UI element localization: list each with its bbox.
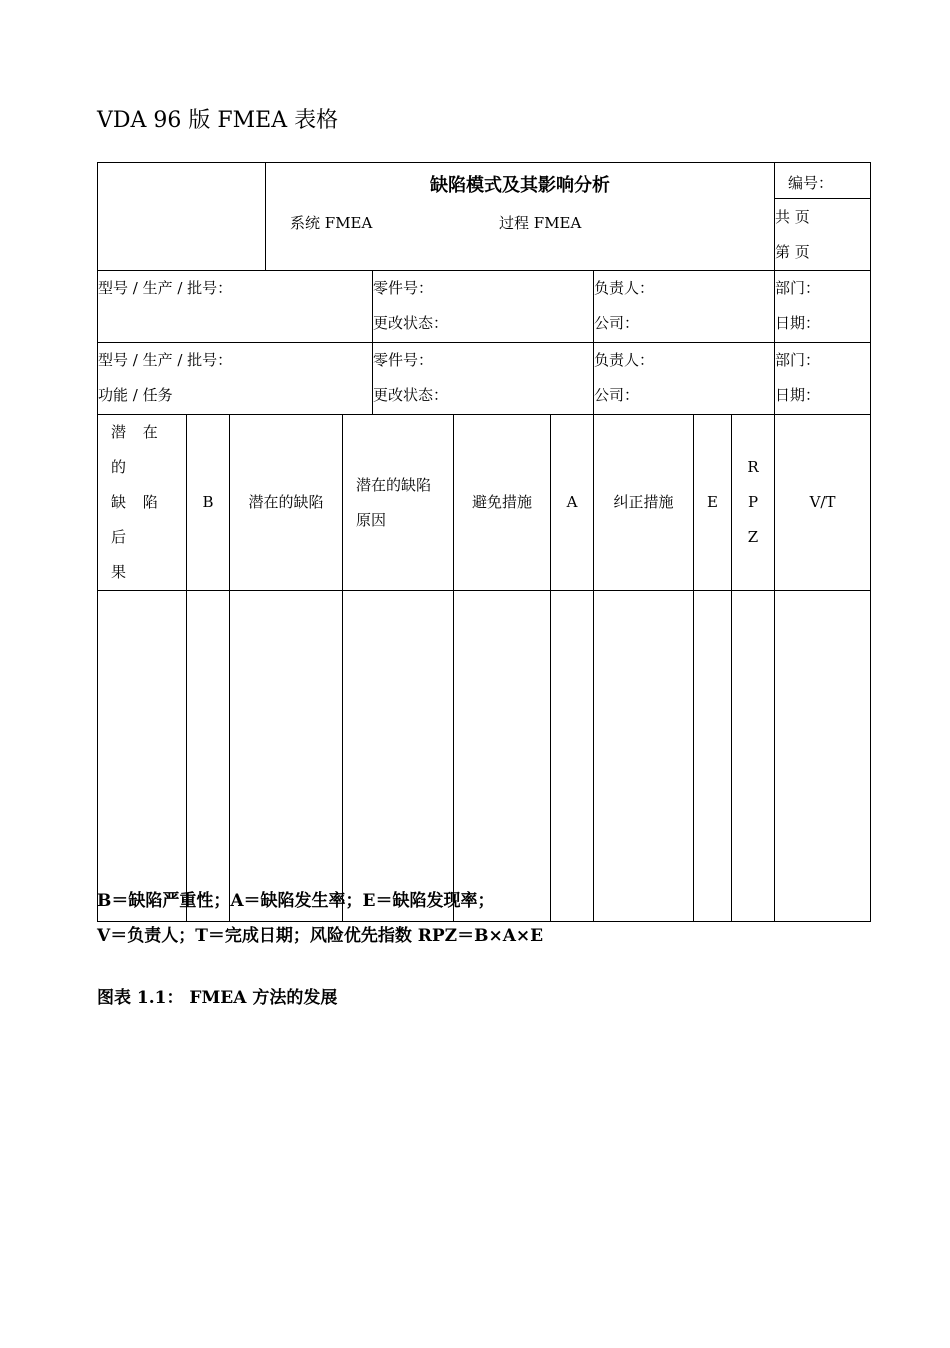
col-cause: 潜在的缺陷 原因 (343, 415, 454, 591)
change-status-label: 更改状态： (373, 386, 449, 404)
model-cell-1 (98, 271, 373, 343)
department-label: 部门： (775, 351, 821, 369)
part-number-label: 零件号： (373, 351, 434, 369)
model-cell-2 (98, 343, 373, 415)
col-b: B (187, 415, 230, 591)
responsible-label: 负责人： (594, 279, 655, 297)
analysis-header (266, 163, 775, 271)
company-label: 公司： (594, 314, 640, 332)
entry-e (694, 591, 732, 922)
figure-caption: 图表 1.1： FMEA 方法的发展 (97, 988, 338, 1008)
system-fmea-label: 系统 FMEA (290, 214, 373, 232)
entry-correction (594, 591, 694, 922)
legend-line-2: V＝负责人；T＝完成日期；风险优先指数 RPZ＝B×A×E (97, 926, 544, 946)
change-status-label: 更改状态： (373, 314, 449, 332)
department-cell-1 (775, 271, 871, 343)
process-fmea-label: 过程 FMEA (499, 214, 582, 232)
responsible-cell-1 (594, 271, 775, 343)
part-cell-2 (373, 343, 594, 415)
number-cell (775, 163, 871, 199)
entry-b (187, 591, 230, 922)
model-label: 型号 / 生产 / 批号： (98, 279, 233, 297)
entry-prevention (454, 591, 551, 922)
entry-rpz (732, 591, 775, 922)
analysis-title: 缺陷模式及其影响分析 (430, 175, 611, 196)
total-pages-label: 共 页 (775, 208, 810, 226)
fmea-form-table (97, 162, 871, 922)
col-vt: V/T (775, 415, 871, 591)
col-e: E (694, 415, 732, 591)
responsible-label: 负责人： (594, 351, 655, 369)
part-number-label: 零件号： (373, 279, 434, 297)
logo-cell (98, 163, 266, 271)
legend-notes (97, 884, 543, 954)
date-label: 日期： (775, 386, 821, 404)
entry-a (551, 591, 594, 922)
page-count-cell (775, 199, 871, 271)
function-label: 功能 / 任务 (98, 386, 173, 404)
col-a: A (551, 415, 594, 591)
col-prevention: 避免措施 (454, 415, 551, 591)
col-correction: 纠正措施 (594, 415, 694, 591)
part-cell-1 (373, 271, 594, 343)
entry-effect (98, 591, 187, 922)
responsible-cell-2 (594, 343, 775, 415)
page-number-label: 第 页 (775, 243, 810, 261)
date-label: 日期： (775, 314, 821, 332)
document-title: VDA 96 版 FMEA 表格 (97, 108, 339, 133)
model-label: 型号 / 生产 / 批号： (98, 351, 233, 369)
entry-vt (775, 591, 871, 922)
department-label: 部门： (775, 279, 821, 297)
entry-failure (230, 591, 343, 922)
col-effect: 潜 在 的 缺 陷 后 果 (98, 415, 187, 591)
entry-cause (343, 591, 454, 922)
number-label: 编号： (788, 174, 834, 192)
col-failure: 潜在的缺陷 (230, 415, 343, 591)
company-label: 公司： (594, 386, 640, 404)
legend-line-1: B＝缺陷严重性；A＝缺陷发生率；E＝缺陷发现率； (97, 891, 495, 911)
col-rpz: R P Z (732, 415, 775, 591)
department-cell-2 (775, 343, 871, 415)
